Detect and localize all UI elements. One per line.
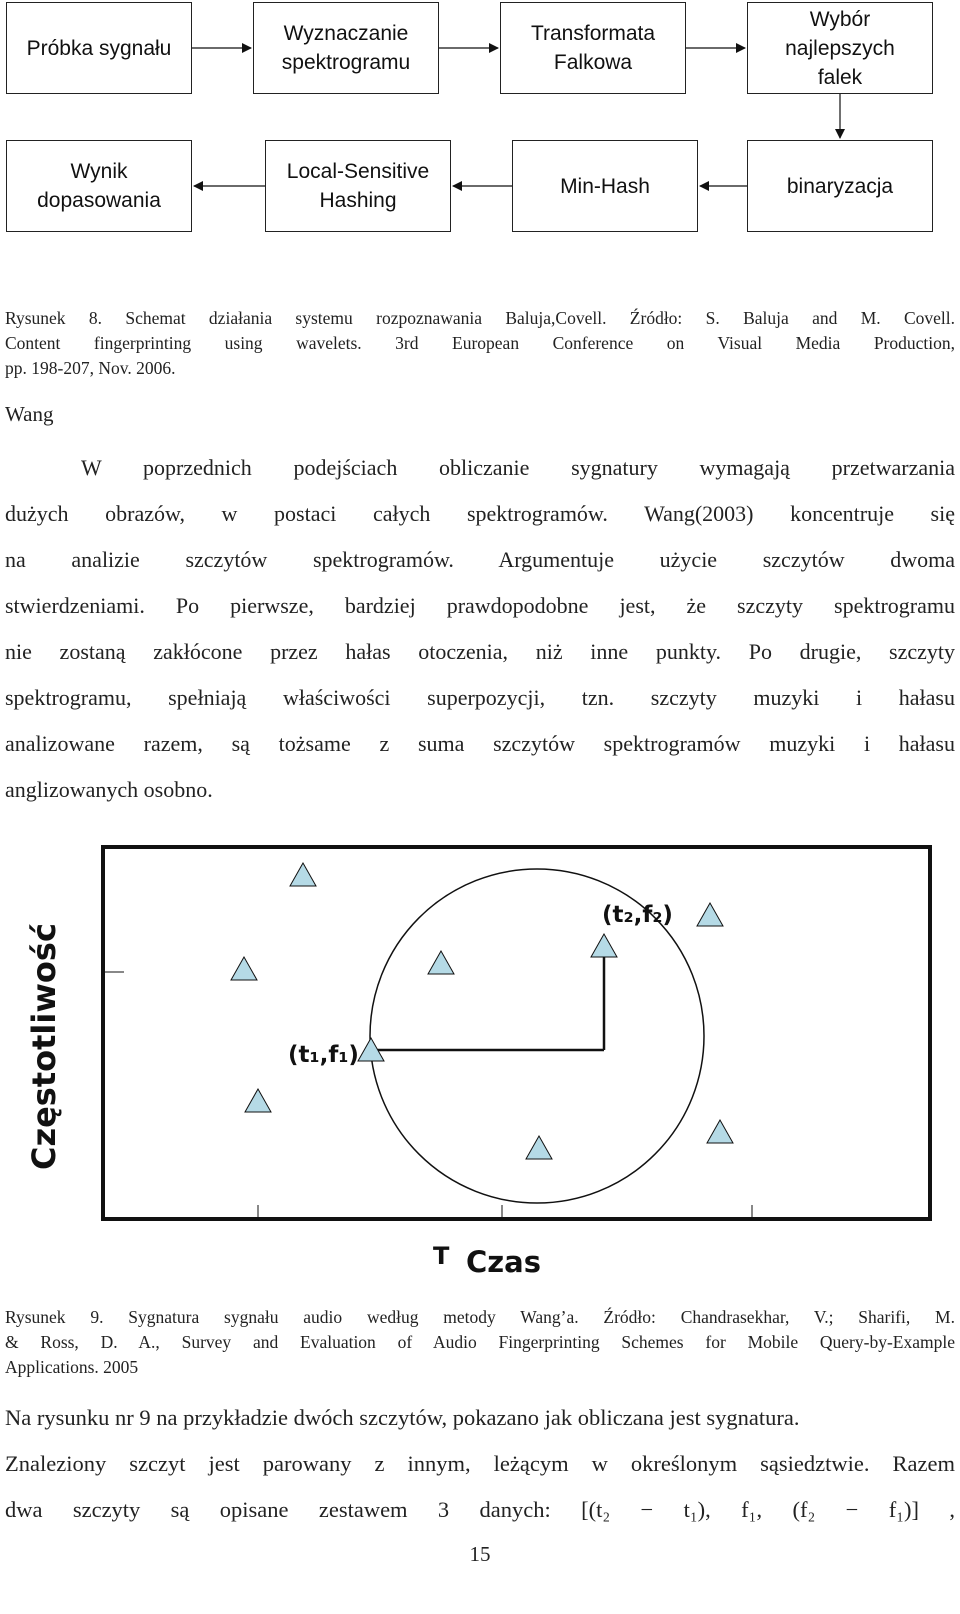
- caption-line: Rysunek 9. Sygnatura sygnału audio według metody Wang’a. Źródło: Chandrasekhar, V.; Sharifi, M.: [5, 1307, 955, 1327]
- caption-line: & Ross, D. A., Survey and Evaluation of Audio Fingerprinting Schemes for Mobile Query-by-Example: [5, 1332, 955, 1352]
- paragraph-line: dwa szczyty są opisane zestawem 3 danych: [(t₂ − t₁), f₁, (f₂ − f₁)] ,: [5, 1497, 955, 1522]
- paragraph-line: na analizie szczytów spektrogramów. Argumentuje użycie szczytów dwoma: [5, 547, 955, 572]
- peak-marker: [526, 1136, 552, 1159]
- flow-box-spectrogram: Wyznaczanie spektrogramu: [253, 2, 439, 94]
- paragraph-signature: [5, 1395, 955, 1533]
- flow-box-best-wavelets: Wybór najlepszych falek: [747, 2, 933, 94]
- paragraph-line: stwierdzeniami. Po pierwsze, bardziej prawdopodobne jest, że szczyty spektrogramu: [5, 593, 955, 618]
- peak-marker: [697, 903, 723, 926]
- peak-marker: [428, 951, 454, 974]
- page-number: 15: [469, 1542, 491, 1566]
- caption-line: Content fingerprinting using wavelets. 3rd European Conference on Visual Media Production,: [5, 333, 955, 353]
- flow-box-wavelet-transform: Transformata Falkowa: [500, 2, 686, 94]
- x-axis-label: Czas: [466, 1245, 541, 1279]
- flow-box-match-result: Wynik dopasowania: [6, 140, 192, 232]
- paragraph-line: anglizowanych osobno.: [5, 777, 213, 802]
- flowchart-arrows: [0, 0, 960, 240]
- peak-marker: [707, 1120, 733, 1143]
- y-axis-label: Częstotliwość: [25, 923, 63, 1170]
- peak-marker: [231, 957, 257, 980]
- peak-marker: [591, 934, 617, 957]
- figure-8-caption: [5, 306, 955, 381]
- paragraph-line: Znaleziony szczyt jest parowany z innym, leżącym w określonym sąsiedztwie. Razem: [5, 1451, 955, 1476]
- flow-box-signal-sample: Próbka sygnału: [6, 2, 192, 94]
- paragraph-line: nie zostaną zakłócone przez hałas otoczenia, niż inne punkty. Po drugie, szczyty: [5, 639, 955, 664]
- plot-frame: [103, 847, 930, 1219]
- paragraph-line: spektrogramu, spełniają właściwości superpozycji, tzn. szczyty muzyki i hałasu: [5, 685, 955, 710]
- peak-marker: [245, 1089, 271, 1112]
- peak-label-1: (t₁,f₁): [288, 1042, 359, 1068]
- flow-box-binarization: binaryzacja: [747, 140, 933, 232]
- figure-9-caption: [5, 1305, 955, 1380]
- caption-line: Applications. 2005: [5, 1357, 139, 1377]
- flow-box-min-hash: Min-Hash: [512, 140, 698, 232]
- caption-line: Rysunek 8. Schemat działania systemu rozpoznawania Baluja,Covell. Źródło: S. Baluja and M. Covell.: [5, 308, 955, 328]
- peak-label-2: (t₂,f₂): [602, 902, 673, 928]
- paragraph-wang: [5, 445, 955, 813]
- paragraph-line: analizowane razem, są tożsame z suma szczytów spektrogramów muzyki i hałasu: [5, 731, 955, 756]
- peak-marker: [290, 863, 316, 886]
- flow-box-lsh: Local-Sensitive Hashing: [265, 140, 451, 232]
- paragraph-line: W poprzednich podejściach obliczanie sygnatury wymagają przetwarzania: [81, 455, 955, 480]
- figure-9-peaks-plot: [0, 830, 960, 1300]
- caption-line: pp. 198-207, Nov. 2006.: [5, 358, 176, 378]
- section-heading: Wang: [5, 402, 54, 426]
- paragraph-line: Na rysunku nr 9 na przykładzie dwóch szczytów, pokazano jak obliczana jest sygnatura.: [5, 1405, 800, 1430]
- x-axis-time-marker: T: [433, 1242, 450, 1270]
- paragraph-line: dużych obrazów, w postaci całych spektrogramów. Wang(2003) koncentruje się: [5, 501, 955, 526]
